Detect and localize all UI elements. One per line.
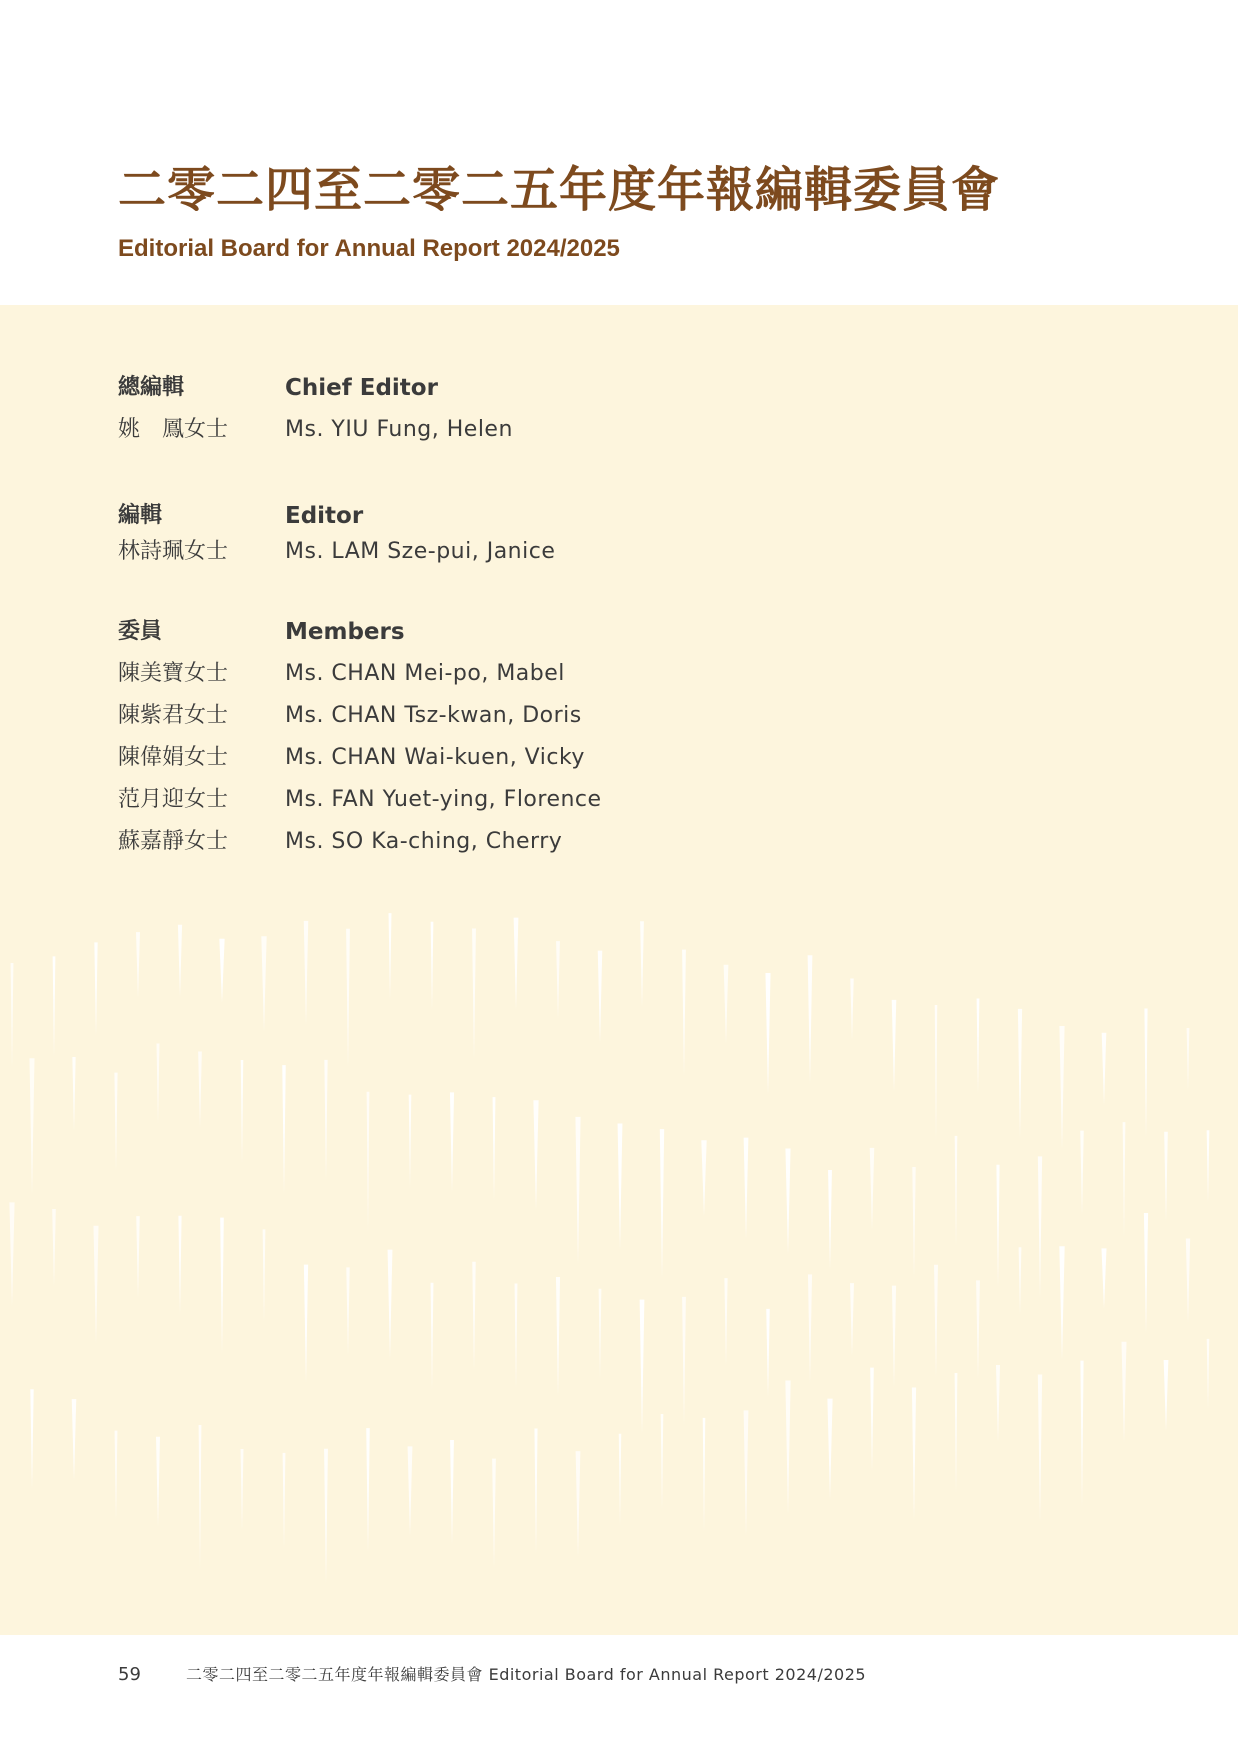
decorative-streak — [515, 1284, 518, 1389]
decorative-streak — [241, 1060, 244, 1163]
section-heading — [118, 611, 1018, 653]
decorative-streak — [366, 1428, 370, 1552]
section-heading — [118, 367, 1018, 409]
decorative-streak — [996, 1365, 1000, 1442]
decorative-streak — [556, 1277, 560, 1396]
decorative-streak — [304, 1265, 308, 1383]
decorative-streak — [261, 936, 266, 1032]
decorative-streak — [1164, 1360, 1169, 1431]
decorative-streak — [828, 1170, 832, 1270]
decorative-streak — [892, 1286, 896, 1388]
decorative-streak — [934, 1265, 938, 1378]
heading-chinese: 編輯 — [118, 503, 163, 528]
decorative-streak — [198, 1051, 202, 1128]
decorative-streak — [324, 1060, 327, 1181]
decorative-streak — [1080, 1131, 1084, 1215]
decorative-streak — [72, 1057, 75, 1131]
decorative-streak — [114, 1073, 117, 1171]
decorative-streak — [1121, 1342, 1126, 1444]
heading-english: Editor — [285, 503, 364, 529]
page-title-english: Editorial Board for Annual Report 2024/2025 — [118, 235, 620, 262]
decorative-streak — [912, 1387, 916, 1521]
chief-editor-section — [118, 367, 1018, 451]
decorative-streak — [219, 939, 224, 1003]
decorative-streak — [533, 1100, 538, 1210]
decorative-streak — [156, 1437, 160, 1528]
decorative-streak — [1186, 1239, 1190, 1324]
decorative-streak — [431, 922, 434, 1010]
decorative-streak — [996, 1165, 999, 1288]
decorative-streak — [1144, 1213, 1148, 1333]
running-title: 二零二四至二零二五年度年報編輯委員會 Editorial Board for Annual Report 2024/2025 — [186, 1665, 867, 1684]
decorative-streak — [724, 1278, 727, 1366]
decorative-streak — [766, 1309, 770, 1397]
decorative-streak — [220, 1218, 224, 1354]
member-row — [118, 779, 1018, 821]
member-name-english: Ms. CHAN Mei-po, Mabel — [285, 661, 565, 686]
decorative-streak — [534, 1429, 537, 1554]
page-number: 59 — [118, 1664, 141, 1685]
decorative-streak — [640, 1300, 645, 1434]
members-section — [118, 611, 1018, 863]
decorative-streak — [1019, 1247, 1022, 1315]
decorative-streak — [346, 1267, 349, 1355]
decorative-streak — [409, 1095, 412, 1189]
member-name-english: Ms. YIU Fung, Helen — [285, 417, 513, 442]
member-name-english: Ms. CHAN Wai-kuen, Vicky — [285, 745, 585, 770]
editor-section — [118, 495, 1018, 573]
decorative-streak — [870, 1368, 874, 1471]
decorative-streak — [808, 1274, 812, 1383]
decorative-streak — [618, 1123, 623, 1249]
decorative-streak — [241, 1449, 244, 1531]
decorative-streak — [408, 1446, 413, 1536]
decorative-streak — [1101, 1248, 1106, 1308]
decorative-streak — [29, 1058, 34, 1194]
decorative-streak — [472, 1262, 476, 1371]
decorative-streak — [661, 1414, 664, 1510]
decorative-streak — [450, 1440, 454, 1545]
decorative-streak — [1059, 1246, 1064, 1360]
decorative-streak — [955, 1136, 958, 1247]
decorative-streak — [827, 1399, 832, 1500]
member-name-chinese: 范月迎女士 — [118, 787, 229, 812]
decorative-streak — [1123, 1122, 1126, 1237]
decorative-streak — [136, 1216, 140, 1298]
decorative-streak — [30, 1389, 33, 1489]
decorative-streak — [52, 1209, 56, 1287]
decorative-streak — [1164, 1132, 1168, 1222]
decorative-streak — [640, 921, 644, 1007]
decorative-streak — [199, 1425, 202, 1570]
decorative-streak — [431, 1283, 434, 1390]
decorative-streak — [682, 1297, 686, 1426]
decorative-streak — [157, 1044, 160, 1125]
decorative-streak — [492, 1459, 496, 1569]
member-row — [118, 653, 1018, 695]
decorative-streak — [53, 956, 56, 1057]
decorative-streak — [619, 1434, 622, 1527]
member-name-chinese: 林詩珮女士 — [118, 539, 229, 564]
member-row — [118, 737, 1018, 779]
decorative-streak — [324, 1449, 328, 1584]
decorative-streak — [556, 941, 560, 1019]
decorative-streak — [493, 1097, 496, 1201]
decorative-streak — [660, 1129, 664, 1278]
page-title-chinese: 二零二四至二零二五年度年報編輯委員會 — [118, 162, 1001, 218]
decorative-streak — [703, 1418, 706, 1532]
decorative-streak — [744, 1138, 749, 1239]
decorative-streak — [744, 1410, 749, 1536]
decorative-streak — [701, 1140, 706, 1216]
decorative-streak — [1102, 1033, 1107, 1105]
member-row — [118, 695, 1018, 737]
decorative-streak — [1059, 1026, 1064, 1149]
decorative-streak — [892, 1000, 897, 1091]
decorative-streak — [870, 1148, 875, 1230]
decorative-streak — [576, 1451, 581, 1557]
decorative-streak — [808, 955, 813, 1084]
decorative-streak — [367, 1092, 370, 1232]
member-name-chinese: 陳偉娟女士 — [118, 745, 229, 770]
decorative-streak — [450, 1092, 454, 1192]
decorative-streak — [514, 918, 519, 1010]
decorative-streak — [935, 1005, 938, 1142]
decorative-streak — [785, 1381, 790, 1515]
decorative-streak — [9, 1202, 14, 1306]
heading-chinese: 委員 — [118, 619, 163, 644]
member-name-english: Ms. CHAN Tsz-kwan, Doris — [285, 703, 582, 728]
member-name-chinese: 陳美寶女士 — [118, 661, 229, 686]
member-name-english: Ms. LAM Sze-pui, Janice — [285, 539, 556, 564]
decorative-streak — [850, 1283, 854, 1356]
board-panel — [0, 305, 1238, 1635]
decorative-streak — [955, 1373, 958, 1493]
decorative-streak — [11, 963, 14, 1068]
decorative-streak — [1207, 1130, 1210, 1202]
decorative-streak — [263, 1229, 266, 1322]
decorative-streak — [115, 1431, 118, 1521]
decorative-streak — [765, 973, 770, 1094]
decorative-streak — [72, 1399, 77, 1480]
decorative-streak — [1187, 1028, 1190, 1091]
decorative-streak — [724, 965, 729, 1044]
heading-chinese: 總編輯 — [118, 375, 185, 400]
decorative-streak — [1018, 1009, 1022, 1139]
member-row — [118, 531, 1018, 573]
heading-english: Members — [285, 619, 405, 645]
member-row — [118, 409, 1018, 451]
heading-english: Chief Editor — [285, 375, 438, 401]
decorative-streak — [389, 913, 392, 999]
decorative-streak — [682, 950, 686, 1077]
decorative-streak — [912, 1167, 915, 1279]
decorative-streak — [136, 932, 140, 998]
decorative-streak — [599, 1289, 602, 1380]
decorative-streak — [598, 951, 603, 1044]
member-name-chinese: 姚 鳳女士 — [118, 417, 229, 442]
member-name-chinese: 蘇嘉靜女士 — [118, 829, 229, 854]
decorative-streak — [472, 929, 476, 1060]
decorative-streak — [1038, 1156, 1042, 1299]
decorative-streak — [346, 929, 350, 1068]
decorative-streak — [304, 921, 309, 1025]
decorative-streak — [1207, 1339, 1210, 1410]
decorative-streak — [282, 1065, 286, 1194]
decorative-streak — [94, 942, 97, 1035]
decorative-streak — [1080, 1361, 1083, 1507]
decorative-streak — [388, 1250, 393, 1360]
member-name-english: Ms. FAN Yuet-ying, Florence — [285, 787, 602, 812]
decorative-streak — [1038, 1374, 1042, 1522]
member-name-chinese: 陳紫君女士 — [118, 703, 229, 728]
member-row — [118, 821, 1018, 863]
decorative-streak — [977, 998, 980, 1093]
decorative-streak — [283, 1453, 286, 1549]
decorative-streak — [178, 1216, 181, 1315]
decorative-streak — [976, 1280, 980, 1379]
decorative-streak — [785, 1148, 790, 1254]
member-name-english: Ms. SO Ka-ching, Cherry — [285, 829, 563, 854]
decorative-streak — [178, 925, 182, 998]
decorative-streak — [575, 1117, 580, 1264]
decorative-streak — [850, 978, 853, 1040]
decorative-streak — [93, 1226, 98, 1344]
decorative-streak — [1144, 1008, 1147, 1138]
